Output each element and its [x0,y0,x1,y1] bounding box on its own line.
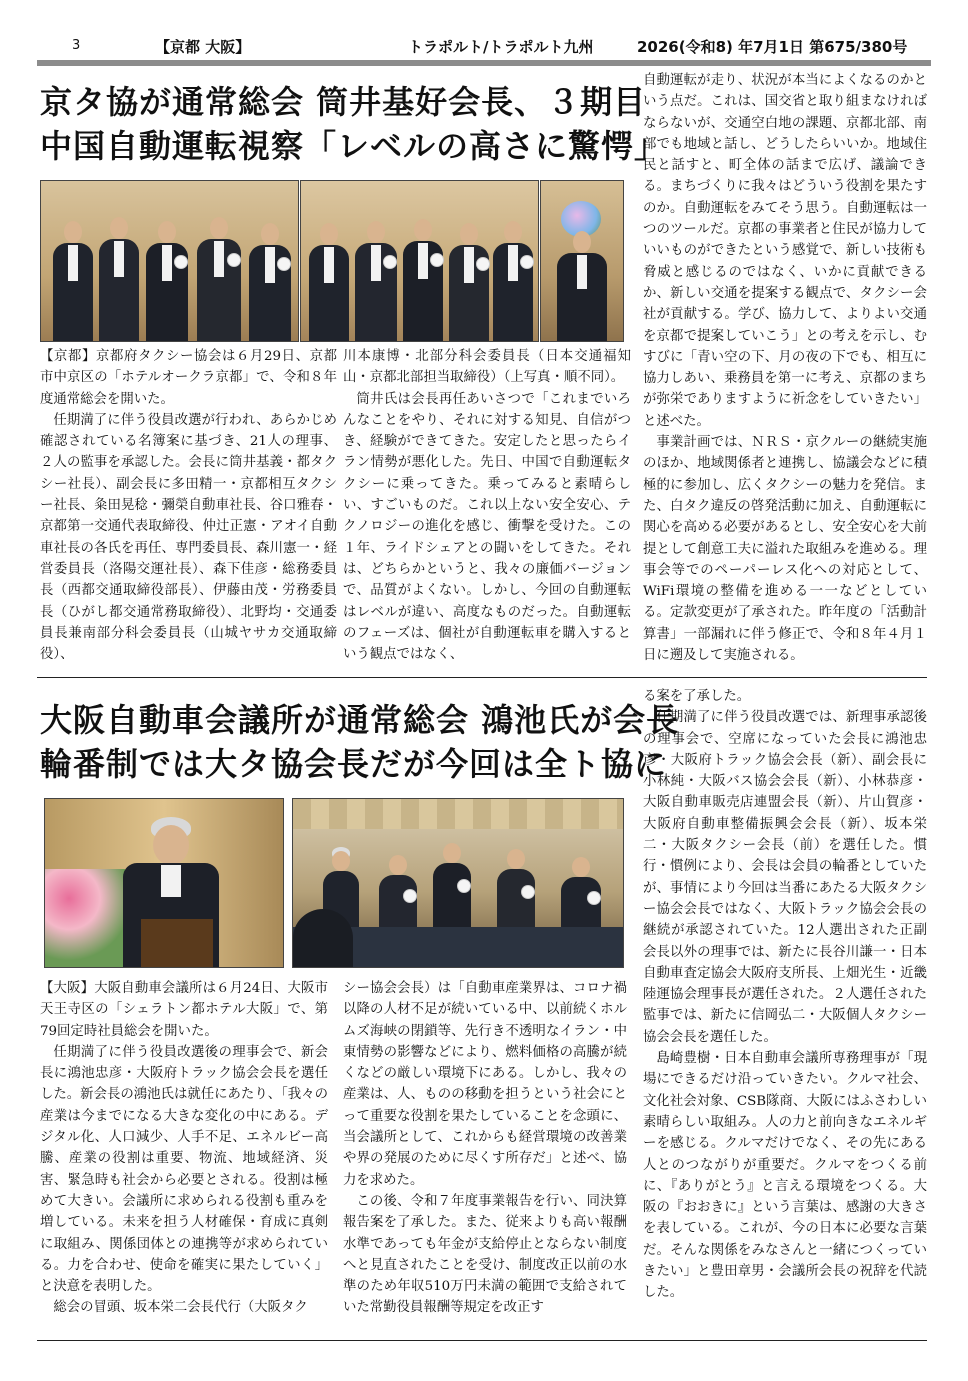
article2-photo-speaker [44,798,284,968]
article2-col1-para2: 任期満了に伴う役員改選後の理事会で、新会長に鴻池忠彦・大阪府トラック協会会長を選任した。新会長の鴻池氏は就任にあたり、「我々の産業は今までになる大きな変化の中にある。デジタル化、人口減少、人手不足、エネルビー高騰、産業の役割は重要、物流、地域経済、災害、緊急時も社会から必要とされる。役割は極めて大きい。会議所に求められる役割も重みを増している。未来を担う人材確保・育成に真剣に取組み、関係団体との連携等が求められている。力を合わせ、使命を確実に果たしていく」と決意を表明した。 [40,1044,328,1295]
article-divider [37,677,927,678]
article1-photo-group-b [300,180,539,342]
article1-col3-para2: 事業計画では、ＮＲＳ・京クルーの継続実施のほか、地域関係者と連携し、協議会などに積極的に参加し、広くタクシーの魅力を発信。また、白タク違反の啓発活動に加え、自動運転に関心を高める必要があるとし、安全安心を大前提として創意工夫に溢れた取組みを進める。理事会等でのペーパーレス化への対応として、WiFi環境の整備を進める一一などとしている。定款変更が了承された。昨年度の「活動計算書」一部漏れに伴う修正で、令和８年４月１日に遡及して実施される。 [643,435,927,664]
article1-column-1 [40,346,337,665]
page-bottom-rule [37,1340,927,1341]
article2-column-2 [343,978,627,1319]
section-label: 【京都 大阪】 [155,38,251,56]
article2-col2-para1: シー協会会長）は「自動車産業界は、コロナ禍以降の人材不足が続いている中、以前続くホルムズ海峡の閉鎖等、先行き不透明なイラン・中東情勢の影響などにより、燃料価格の高騰が続くなどの厳しい環境下にある。しかし、我々の産業は、人、ものの移動を担うという社会にとって重要な役割を果たしていることを念頭に、当会議所として、これからも経営環境の改善業や界の発展のために尽くす所存だ」と述べ、協力を求めた。 [343,981,627,1188]
publication-name: トラポルト/トラポルト九州 [408,38,594,56]
article2-headline-line1: 大阪自動車会議所が通常総会 鴻池氏が会長 [40,701,680,739]
article2-col1-para1: 【大阪】大阪自動車会議所は６月24日、大阪市天王寺区の「シェラトン都ホテル大阪」で、第79回定時社員総会を開いた。 [40,981,328,1039]
header-rule [37,60,931,66]
flower-arrangement-icon [45,869,125,967]
article1-headline-line2: 中国自動運転視察「レベルの高さに驚愕」 [40,127,668,165]
article1-column-2 [343,346,631,665]
issue-info: 2026(令和8) 年7月1日 第675/380号 [637,38,908,56]
audience-silhouette [293,909,353,967]
article2-column-3 [643,686,927,1304]
article1-photo-chairman-bouquet [540,180,624,342]
page-number: 3 [72,38,81,53]
article2-column-1 [40,978,328,1319]
article1-column-3 [643,70,927,666]
article1-photo-group-a [40,180,299,342]
page-header [0,34,968,58]
article1-col2-para2: 筒井氏は会長再任あいさつで「これまでいろんなことをやり、それに対する知見、自信がつき、経験ができてきた。安定したと思ったらイラン情勢が悪化した。先日、中国で自動運転タクシーに乗ってきた。乗ってみると素晴らしい、すごいものだ。これ以上ない安全安心、テクノロジーの進化を感じ、衝撃を受けた。この１年、ライドシェアとの闘いをしてきた。それは、どちらかというと、我々の廉価バージョンで、品質がよくない。しかし、今回の自動運転はレベルが違い、高度なものだった。自動運転のフェーズは、個社が自動運転車を購入するという観点ではなく、 [343,391,631,663]
article2-headline-line2: 輪番制では大タ協会長だが今回は全ト協に [40,745,668,783]
article1-col2-para1: 川本康博・北部分科会委員長（日本交通福知山・京都北部担当取締役）（上写真・順不同）。 [343,349,631,386]
article2-col1-para3: 総会の冒頭、坂本栄二会長代行（大阪タク [53,1300,308,1316]
article2-col2-para2: この後、令和７年度事業報告を行い、同決算報告案を了承した。また、従来よりも高い報酬水準であっても年金が支給停止とならない制度へと見直されたことを受け、制度改正以前の水準のため年収510万円未満の範囲で支給されていた常勤役員報酬等規定を改正す [343,1193,627,1316]
article2-photo-stage [292,798,624,968]
podium [141,919,213,967]
article1-col1-para1: 【京都】京都府タクシー協会は６月29日、京都市中京区の「ホテルオークラ京都」で、令和８年度通常総会を開いた。 [40,349,337,407]
article1-col3-para1: 自動運転が走り、状況が本当によくなるのかという点だ。これは、国交省と取り組まなければならないが、交通空白地の課題、京都北部、南部でも地域と話し、どうしたらいいか。地域住民と話すと、町全体の話まで広げ、議論できる。まちづくりに我々はどういう役割を果たすのか。自動運転をみてそう思う。自動運転は一つのツールだ。京都の事業者と住民が協力していいものができたという感覚で、新しい技術も脅威と感じるのではなく、いかに貢献できるか、新しい交通を提案する観点で、タクシー会社が貢献する。学び、協力して、よりよい交通を京都で提案していこう」との考えを示し、むすびに「青い空の下、月の夜の下でも、相互に協力しあい、乗務員を第一に考え、京都のまちが弥栄でありますように祈念をしていきたい」と述べた。 [643,73,927,429]
article2-col3-para1: る案を了承した。 [643,689,751,704]
article2-col3-para3: 島崎豊樹・日本自動車会議所専務理事が「現場にできるだけ沿っていきたい。クルマ社会、文化社会対象、CSB隊商、大阪にはふさわしい素晴らしい取組み。人の力と前向きなエネルギーを感じる。クルマだけでなく、その先にある人とのつながりが重要だ。クルマをつくる前に、『ありがとう』と言える環境をつくる。大阪の『おおきに』という言葉は、感謝の大きさを表している。これが、今の日本に必要な言葉だ。そんな関係をみなさんと一緒につくっていきたい」と豊田章男・会議所会長の祝辞を代読した。 [643,1051,927,1301]
article2-col3-para2: 任期満了に伴う役員改選では、新理事承認後の理事会で、空席になっていた会長に鴻池忠彦・大阪府トラック協会会長（新）、副会長に小林純・大阪バス協会会長（新）、小林恭彦・大阪自動車販売店連盟会長（新）、片山賀彦・大阪府自動車整備振興会会長（新）、坂本栄二・大阪タクシー会長（前）を選任した。慣行・慣例により、会長は会員の輪番としていたが、事情により今回は当番にあたる大阪タクシー協会会長ではなく、大阪トラック協会会長の継続が承認されていた。12人選出された正副会長以外の理事では、新たに長谷川謙一・日本自動車査定協会大阪府支所長、上畑光生・近畿陸運協会理事長が選任された。２人選任された監事では、新たに信岡弘二・大阪個人タクシー協会会長を選任した。 [643,710,927,1045]
article1-headline-line1: 京タ協が通常総会 筒井基好会長、３期目 [40,83,647,121]
article1-headline [40,80,667,168]
article1-col1-para2: 任期満了に伴う役員改選が行われ、あらかじめ確認されている名簿案に基づき、21人の理事、２人の監事を承認した。会長に筒井基義・都タクシー社長）、副会長に多田精一・京都相互タクシー社長、粂田晃稔・彌榮自動車社長、谷口雅春・京都第一交通代表取締役、仲辻正憲・アオイ自動車社長の各氏を再任、専門委員長、森川憲一・経営委員長（洛陽交運社長）、森下佳彦・総務委員長（西都交通取締役部長）、伊藤由茂・労務委員長（ひがし都交通常務取締役）、北野均・交通委員長兼南部分科会委員長（山城ヤサカ交通取締役）、 [40,412,337,663]
article2-headline [40,698,679,786]
